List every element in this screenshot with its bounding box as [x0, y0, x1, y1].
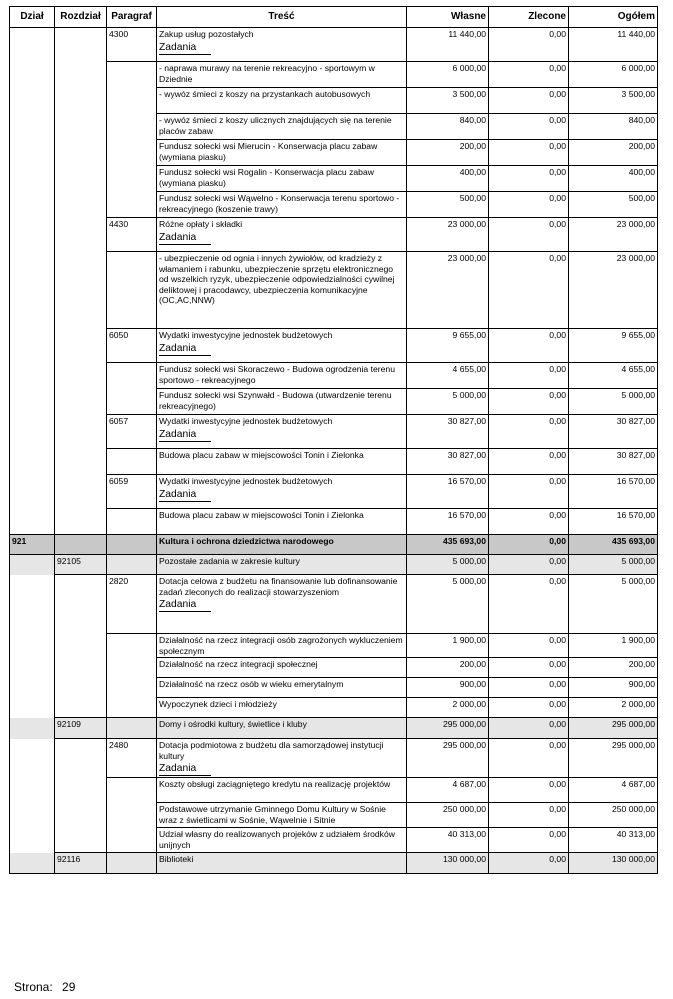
table-row: [10, 389, 658, 415]
tresc-text: Biblioteki: [159, 854, 194, 865]
zadania-label: Zadania: [159, 598, 211, 612]
rozdzial-cell: [55, 509, 107, 535]
rozdzial-cell: 92105: [55, 555, 107, 575]
tresc-text: Dotacja podmiotowa z budżetu dla samorządowej instytucji kultury: [159, 740, 384, 761]
table-row: [10, 114, 658, 140]
rozdzial-cell: [55, 658, 107, 678]
rozdzial-cell: 92116: [55, 853, 107, 874]
tresc-cell: [157, 166, 407, 192]
dzial-cell: [10, 218, 55, 252]
paragraf-cell: [107, 803, 157, 828]
ogolem-cell: 130 000,00: [569, 853, 658, 874]
tresc-text: Koszty obsługi zaciągniętego kredytu na realizację projektów: [159, 779, 391, 790]
table-row: [10, 828, 658, 853]
table-row: [10, 634, 658, 658]
ogolem-cell: 435 693,00: [569, 535, 658, 555]
tresc-cell: [157, 658, 407, 678]
tresc-text: Wydatki inwestycyjne jednostek budżetowych: [159, 416, 333, 426]
tresc-cell: [157, 62, 407, 88]
rozdzial-cell: [55, 415, 107, 449]
wlasne-cell: 3 500,00: [407, 88, 489, 114]
tresc-text: Działalność na rzecz integracji osób zagrożonych wykluczeniem społecznym: [159, 635, 403, 656]
tresc-text: Podstawowe utrzymanie Gminnego Domu Kultury w Sośnie wraz z świetlicami w Sośnie, Wąwelnie i Sitnie: [159, 804, 386, 825]
rozdzial-row: [10, 718, 658, 739]
dzial-cell: [10, 140, 55, 166]
zlecone-cell: 0,00: [489, 329, 569, 363]
zlecone-cell: 0,00: [489, 575, 569, 634]
budget-table: [9, 6, 658, 874]
page-label: Strona:: [14, 980, 53, 994]
page-number: 29: [62, 980, 76, 994]
rozdzial-cell: [55, 28, 107, 62]
paragraf-cell: 2480: [107, 739, 157, 778]
header-dzial: Dział: [10, 7, 55, 28]
tresc-text: Wydatki inwestycyjne jednostek budżetowych: [159, 476, 333, 486]
zlecone-cell: 0,00: [489, 535, 569, 555]
tresc-cell: [157, 828, 407, 853]
rozdzial-cell: [55, 166, 107, 192]
ogolem-cell: 500,00: [569, 192, 658, 218]
dzial-cell: [10, 739, 55, 778]
paragraf-cell: [107, 166, 157, 192]
dzial-cell: [10, 329, 55, 363]
rozdzial-cell: [55, 828, 107, 853]
tresc-text: Fundusz sołecki wsi Szynwałd - Budowa (utwardzenie terenu rekreacyjnego): [159, 390, 392, 411]
table-row: [10, 658, 658, 678]
ogolem-cell: 900,00: [569, 678, 658, 698]
dzial-cell: 921: [10, 535, 55, 555]
table-row: [10, 329, 658, 363]
zlecone-cell: 0,00: [489, 828, 569, 853]
tresc-cell: [157, 252, 407, 329]
tresc-cell: [157, 449, 407, 475]
zlecone-cell: 0,00: [489, 658, 569, 678]
zlecone-cell: 0,00: [489, 114, 569, 140]
rozdzial-cell: [55, 329, 107, 363]
table-row: [10, 252, 658, 329]
tresc-cell: [157, 415, 407, 449]
tresc-cell: [157, 853, 407, 874]
dzial-cell: [10, 853, 55, 874]
tresc-cell: [157, 634, 407, 658]
rozdzial-cell: [55, 389, 107, 415]
wlasne-cell: 400,00: [407, 166, 489, 192]
paragraf-cell: [107, 509, 157, 535]
wlasne-cell: 1 900,00: [407, 634, 489, 658]
tresc-text: Budowa placu zabaw w miejscowości Tonin i Zielonka: [159, 510, 364, 520]
rozdzial-row: [10, 555, 658, 575]
table-row: [10, 166, 658, 192]
tresc-cell: [157, 803, 407, 828]
wlasne-cell: 4 655,00: [407, 363, 489, 389]
zlecone-cell: 0,00: [489, 634, 569, 658]
ogolem-cell: 840,00: [569, 114, 658, 140]
tresc-text: Wydatki inwestycyjne jednostek budżetowych: [159, 330, 333, 340]
paragraf-cell: [107, 449, 157, 475]
rozdzial-cell: [55, 114, 107, 140]
ogolem-cell: 4 687,00: [569, 778, 658, 803]
ogolem-cell: 16 570,00: [569, 475, 658, 509]
tresc-cell: [157, 678, 407, 698]
wlasne-cell: 250 000,00: [407, 803, 489, 828]
table-row: [10, 140, 658, 166]
zlecone-cell: 0,00: [489, 62, 569, 88]
dzial-cell: [10, 88, 55, 114]
dzial-cell: [10, 698, 55, 718]
rozdzial-row: [10, 853, 658, 874]
ogolem-cell: 11 440,00: [569, 28, 658, 62]
dzial-cell: [10, 718, 55, 739]
tresc-cell: [157, 192, 407, 218]
rozdzial-cell: [55, 739, 107, 778]
dzial-cell: [10, 415, 55, 449]
tresc-text: - naprawa murawy na terenie rekreacyjno - sportowym w Dziednie: [159, 63, 375, 84]
tresc-cell: [157, 575, 407, 634]
paragraf-cell: [107, 114, 157, 140]
ogolem-cell: 400,00: [569, 166, 658, 192]
header-tresc: Treść: [157, 7, 407, 28]
ogolem-cell: 6 000,00: [569, 62, 658, 88]
tresc-cell: [157, 218, 407, 252]
rozdzial-cell: [55, 252, 107, 329]
paragraf-cell: [107, 698, 157, 718]
zlecone-cell: 0,00: [489, 415, 569, 449]
header-ogolem: Ogółem: [569, 7, 658, 28]
paragraf-cell: [107, 555, 157, 575]
dzial-row: [10, 535, 658, 555]
header-zlecone: Zlecone: [489, 7, 569, 28]
zadania-label: Zadania: [159, 488, 211, 502]
zlecone-cell: 0,00: [489, 475, 569, 509]
rozdzial-cell: 92109: [55, 718, 107, 739]
tresc-text: Zakup usług pozostałych: [159, 29, 254, 39]
header-row: [10, 7, 658, 28]
dzial-cell: [10, 252, 55, 329]
table-row: [10, 698, 658, 718]
wlasne-cell: 5 000,00: [407, 575, 489, 634]
paragraf-cell: 6050: [107, 329, 157, 363]
wlasne-cell: 840,00: [407, 114, 489, 140]
table-row: [10, 218, 658, 252]
tresc-text: Działalność na rzecz integracji społecznej: [159, 659, 318, 670]
zlecone-cell: 0,00: [489, 718, 569, 739]
tresc-cell: [157, 363, 407, 389]
ogolem-cell: 5 000,00: [569, 389, 658, 415]
wlasne-cell: 5 000,00: [407, 389, 489, 415]
tresc-text: Różne opłaty i składki: [159, 219, 243, 229]
tresc-text: Fundusz sołecki wsi Wąwelno - Konserwacja terenu sportowo - rekreacyjnego (koszenie trawy): [159, 193, 400, 214]
tresc-cell: [157, 718, 407, 739]
table-row: [10, 739, 658, 778]
wlasne-cell: 200,00: [407, 140, 489, 166]
zlecone-cell: 0,00: [489, 28, 569, 62]
zadania-label: Zadania: [159, 231, 211, 245]
page-footer: [14, 980, 81, 994]
paragraf-cell: [107, 658, 157, 678]
ogolem-cell: 30 827,00: [569, 415, 658, 449]
paragraf-cell: [107, 535, 157, 555]
tresc-cell: [157, 28, 407, 62]
wlasne-cell: 9 655,00: [407, 329, 489, 363]
zlecone-cell: 0,00: [489, 449, 569, 475]
header-rozdzial: Rozdział: [55, 7, 107, 28]
zlecone-cell: 0,00: [489, 389, 569, 415]
table-row: [10, 803, 658, 828]
paragraf-cell: [107, 678, 157, 698]
zlecone-cell: 0,00: [489, 363, 569, 389]
wlasne-cell: 900,00: [407, 678, 489, 698]
wlasne-cell: 16 570,00: [407, 475, 489, 509]
table-body: [10, 28, 658, 874]
paragraf-cell: [107, 140, 157, 166]
paragraf-cell: [107, 389, 157, 415]
table-row: [10, 28, 658, 62]
wlasne-cell: 5 000,00: [407, 555, 489, 575]
rozdzial-cell: [55, 140, 107, 166]
wlasne-cell: 40 313,00: [407, 828, 489, 853]
rozdzial-cell: [55, 192, 107, 218]
table-row: [10, 678, 658, 698]
ogolem-cell: 2 000,00: [569, 698, 658, 718]
tresc-text: Pozostałe zadania w zakresie kultury: [159, 556, 300, 566]
tresc-cell: [157, 389, 407, 415]
wlasne-cell: 130 000,00: [407, 853, 489, 874]
zlecone-cell: 0,00: [489, 555, 569, 575]
tresc-cell: [157, 329, 407, 363]
ogolem-cell: 3 500,00: [569, 88, 658, 114]
dzial-cell: [10, 192, 55, 218]
dzial-cell: [10, 114, 55, 140]
wlasne-cell: 6 000,00: [407, 62, 489, 88]
wlasne-cell: 295 000,00: [407, 739, 489, 778]
tresc-text: Budowa placu zabaw w miejscowości Tonin i Zielonka: [159, 450, 364, 460]
rozdzial-cell: [55, 678, 107, 698]
zlecone-cell: 0,00: [489, 778, 569, 803]
wlasne-cell: 23 000,00: [407, 218, 489, 252]
ogolem-cell: 1 900,00: [569, 634, 658, 658]
wlasne-cell: 435 693,00: [407, 535, 489, 555]
zadania-label: Zadania: [159, 342, 211, 356]
paragraf-cell: 6057: [107, 415, 157, 449]
paragraf-cell: [107, 363, 157, 389]
rozdzial-cell: [55, 575, 107, 634]
zlecone-cell: 0,00: [489, 140, 569, 166]
tresc-text: Udział własny do realizowanych projeków z udziałem środków unijnych: [159, 829, 395, 850]
dzial-cell: [10, 62, 55, 88]
zlecone-cell: 0,00: [489, 678, 569, 698]
dzial-cell: [10, 166, 55, 192]
table-row: [10, 475, 658, 509]
ogolem-cell: 23 000,00: [569, 252, 658, 329]
tresc-cell: [157, 698, 407, 718]
tresc-text: Działalność na rzecz osób w wieku emerytalnym: [159, 679, 344, 690]
dzial-cell: [10, 575, 55, 634]
dzial-cell: [10, 678, 55, 698]
zlecone-cell: 0,00: [489, 218, 569, 252]
ogolem-cell: 9 655,00: [569, 329, 658, 363]
zlecone-cell: 0,00: [489, 803, 569, 828]
table-row: [10, 778, 658, 803]
ogolem-cell: 295 000,00: [569, 718, 658, 739]
wlasne-cell: 23 000,00: [407, 252, 489, 329]
dzial-cell: [10, 389, 55, 415]
dzial-cell: [10, 634, 55, 658]
paragraf-cell: [107, 718, 157, 739]
wlasne-cell: 2 000,00: [407, 698, 489, 718]
tresc-text: Wypoczynek dzieci i młodzieży: [159, 699, 277, 710]
ogolem-cell: 16 570,00: [569, 509, 658, 535]
wlasne-cell: 30 827,00: [407, 449, 489, 475]
tresc-cell: [157, 555, 407, 575]
table-row: [10, 192, 658, 218]
dzial-cell: [10, 803, 55, 828]
rozdzial-cell: [55, 449, 107, 475]
tresc-cell: [157, 114, 407, 140]
zlecone-cell: 0,00: [489, 853, 569, 874]
dzial-cell: [10, 658, 55, 678]
table-row: [10, 415, 658, 449]
tresc-text: Dotacja celowa z budżetu na finansowanie lub dofinansowanie zadań zleconych do realizacji stowarzyszeniom: [159, 576, 398, 597]
tresc-cell: [157, 739, 407, 778]
table-row: [10, 363, 658, 389]
paragraf-cell: [107, 828, 157, 853]
wlasne-cell: 16 570,00: [407, 509, 489, 535]
ogolem-cell: 200,00: [569, 658, 658, 678]
ogolem-cell: 5 000,00: [569, 555, 658, 575]
tresc-text: Fundusz sołecki wsi Mierucin - Konserwacja placu zabaw (wymiana piasku): [159, 141, 378, 162]
tresc-text: - wywóz śmieci z koszy ulicznych znajdujących się na terenie placów zabaw: [159, 115, 392, 136]
rozdzial-cell: [55, 218, 107, 252]
tresc-cell: [157, 778, 407, 803]
ogolem-cell: 200,00: [569, 140, 658, 166]
dzial-cell: [10, 828, 55, 853]
ogolem-cell: 295 000,00: [569, 739, 658, 778]
paragraf-cell: [107, 778, 157, 803]
ogolem-cell: 23 000,00: [569, 218, 658, 252]
wlasne-cell: 11 440,00: [407, 28, 489, 62]
ogolem-cell: 40 313,00: [569, 828, 658, 853]
ogolem-cell: 250 000,00: [569, 803, 658, 828]
table-row: [10, 575, 658, 634]
dzial-cell: [10, 509, 55, 535]
dzial-cell: [10, 363, 55, 389]
rozdzial-cell: [55, 475, 107, 509]
header-paragraf: Paragraf: [107, 7, 157, 28]
zlecone-cell: 0,00: [489, 166, 569, 192]
tresc-text: - wywóz śmieci z koszy na przystankach autobusowych: [159, 89, 371, 99]
ogolem-cell: 4 655,00: [569, 363, 658, 389]
paragraf-cell: 4430: [107, 218, 157, 252]
ogolem-cell: 5 000,00: [569, 575, 658, 634]
tresc-text: Fundusz sołecki wsi Skoraczewo - Budowa ogrodzenia terenu sportowo - rekreacyjnego: [159, 364, 395, 385]
rozdzial-cell: [55, 803, 107, 828]
tresc-text: Kultura i ochrona dziedzictwa narodowego: [159, 536, 334, 546]
rozdzial-cell: [55, 698, 107, 718]
paragraf-cell: [107, 62, 157, 88]
dzial-cell: [10, 555, 55, 575]
paragraf-cell: 2820: [107, 575, 157, 634]
tresc-text: Domy i ośrodki kultury, świetlice i kluby: [159, 719, 307, 730]
rozdzial-cell: [55, 634, 107, 658]
zlecone-cell: 0,00: [489, 739, 569, 778]
zadania-label: Zadania: [159, 41, 211, 55]
table-row: [10, 88, 658, 114]
rozdzial-cell: [55, 778, 107, 803]
paragraf-cell: [107, 192, 157, 218]
rozdzial-cell: [55, 363, 107, 389]
paragraf-cell: [107, 853, 157, 874]
zadania-label: Zadania: [159, 428, 211, 442]
tresc-cell: [157, 509, 407, 535]
dzial-cell: [10, 475, 55, 509]
paragraf-cell: [107, 252, 157, 329]
ogolem-cell: 30 827,00: [569, 449, 658, 475]
dzial-cell: [10, 778, 55, 803]
tresc-cell: [157, 88, 407, 114]
wlasne-cell: 30 827,00: [407, 415, 489, 449]
tresc-cell: [157, 140, 407, 166]
rozdzial-cell: [55, 535, 107, 555]
dzial-cell: [10, 28, 55, 62]
zlecone-cell: 0,00: [489, 698, 569, 718]
zlecone-cell: 0,00: [489, 252, 569, 329]
tresc-cell: [157, 475, 407, 509]
rozdzial-cell: [55, 88, 107, 114]
table-row: [10, 509, 658, 535]
zlecone-cell: 0,00: [489, 88, 569, 114]
zlecone-cell: 0,00: [489, 192, 569, 218]
rozdzial-cell: [55, 62, 107, 88]
zlecone-cell: 0,00: [489, 509, 569, 535]
wlasne-cell: 500,00: [407, 192, 489, 218]
table-row: [10, 62, 658, 88]
header-wlasne: Własne: [407, 7, 489, 28]
wlasne-cell: 295 000,00: [407, 718, 489, 739]
tresc-cell: [157, 535, 407, 555]
paragraf-cell: 4300: [107, 28, 157, 62]
tresc-text: Fundusz sołecki wsi Rogalin - Konserwacja placu zabaw (wymiana piasku): [159, 167, 374, 188]
zadania-label: Zadania: [159, 762, 211, 776]
table-row: [10, 449, 658, 475]
dzial-cell: [10, 449, 55, 475]
wlasne-cell: 200,00: [407, 658, 489, 678]
tresc-text: - ubezpieczenie od ognia i innych żywiołów, od kradzieży z włamaniem i rabunku, ubezpieczenie sprzętu elektronicznego od wszelkich ryzyk, ubezpieczenie odpowiedzialności cywilnej deliktowej i pracodawcy, ubezpieczenia komunikacyjne (OC,AC,NNW): [159, 253, 395, 306]
wlasne-cell: 4 687,00: [407, 778, 489, 803]
paragraf-cell: [107, 634, 157, 658]
paragraf-cell: 6059: [107, 475, 157, 509]
paragraf-cell: [107, 88, 157, 114]
